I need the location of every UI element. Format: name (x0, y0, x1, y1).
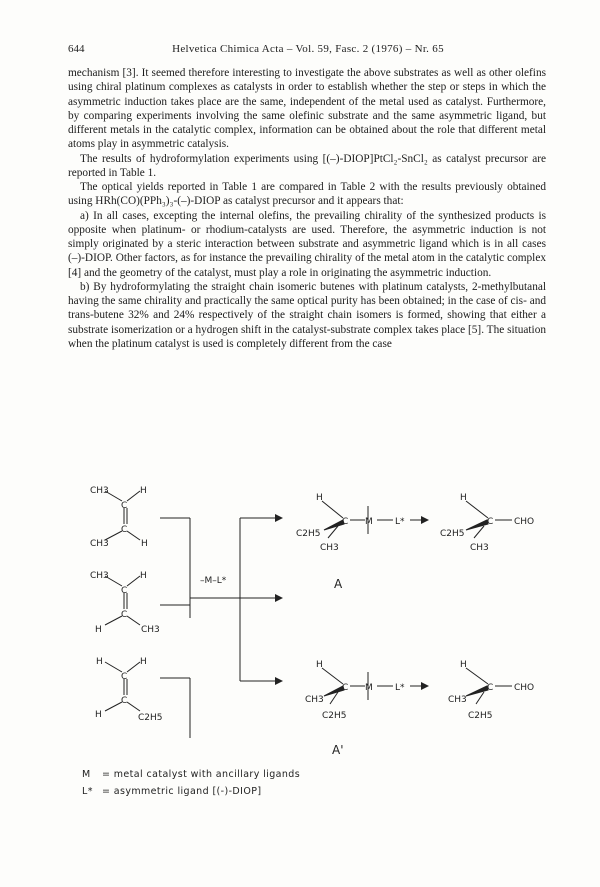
legend-text-m: = metal catalyst with ancillary ligands (102, 769, 301, 780)
trans-h-top: H (140, 571, 147, 581)
ap-m: M (365, 683, 373, 693)
pa-h: H (460, 493, 467, 503)
ap-ch3: CH3 (305, 695, 324, 705)
cis-c1: C (121, 501, 128, 511)
a-m: M (365, 517, 373, 527)
a-c2h5: C2H5 (296, 529, 321, 539)
paragraph-2: The results of hydroformylation experiments using [(–)-DIOP]PtCl₂-SnCl₂ as catalyst precursor are reported in Table 1. (68, 152, 546, 179)
paragraph-3: The optical yields reported in Table 1 are compared in Table 2 with the results previously obtained using HRh(CO)(PPh₃)₃-(–)-DIOP as catalyst precursor and it appears that: (68, 181, 546, 208)
ap-c2h5: C2H5 (322, 711, 347, 721)
ap-h: H (316, 660, 323, 670)
paragraph-5: b) By hydroformylating the straight chain isomeric butenes with platinum catalysts, 2-methylbutanal having the same chirality and practically the same optical purity has been obtained; in the case of cis- and trans-butene 32% and 24% respectively of the straight chain isomers is formed, showing that either a substrate isomerization or a hydrogen shift in the catalyst-substrate complex takes place [5]. The situation when the platinum catalyst is used is completely different from the case (68, 280, 546, 350)
label-a: A (334, 577, 343, 591)
running-header (68, 43, 548, 57)
a-c: C (342, 517, 349, 527)
cis-ch3-top: CH3 (90, 486, 109, 496)
label-a-prime: A' (332, 743, 344, 757)
legend-symbol-lstar: L* (82, 786, 93, 797)
scheme-legend (82, 766, 300, 800)
a-h: H (316, 493, 323, 503)
reagent-label: –M–L* (200, 576, 227, 586)
cis-h-bottom: H (141, 539, 148, 549)
butene-h-bottom: H (95, 710, 102, 720)
butene-h-top-left: H (96, 657, 103, 667)
legend-row-m (82, 766, 300, 783)
paragraph-4: a) In all cases, excepting the internal olefins, the prevailing chirality of the synthesized products is opposite when platinum- or rhodium-catalysts are used. Therefore, the asymmetric induction is not simply originated by a steric interaction between substrate and asymmetric ligand which is in all cases (–)-DIOP. Other factors, as for instance the prevailing chirality of the metal atom in the catalytic complex [4] and the geometry of the catalyst, must play a role in originating the asymmetric induction. (68, 209, 546, 279)
pa-ch3: CH3 (470, 543, 489, 553)
cis-ch3-bottom: CH3 (90, 539, 109, 549)
pap-c: C (487, 683, 494, 693)
trans-ch3-bottom: CH3 (141, 625, 160, 635)
pa-c2h5: C2H5 (440, 529, 465, 539)
connector-lines (160, 518, 282, 738)
pap-c2h5: C2H5 (468, 711, 493, 721)
complex-a-prime-structure (322, 668, 428, 704)
butene-c1: C (121, 672, 128, 682)
trans-c2: C (121, 610, 128, 620)
complex-a-structure (322, 501, 428, 538)
butene-h-top-right: H (140, 657, 147, 667)
body-text (68, 66, 546, 351)
reaction-scheme (0, 478, 600, 778)
ap-lstar: L* (395, 683, 405, 693)
cis-c2: C (121, 525, 128, 535)
legend-text-lstar: = asymmetric ligand [(-)-DIOP] (102, 786, 262, 797)
journal-title: Helvetica Chimica Acta – Vol. 59, Fasc. 2 (1976) – Nr. 65 (172, 43, 444, 55)
ap-c: C (342, 683, 349, 693)
cis-h-top: H (140, 486, 147, 496)
page-number: 644 (68, 43, 85, 55)
legend-symbol-m: M (82, 769, 91, 780)
a-ch3: CH3 (320, 543, 339, 553)
trans-c1: C (121, 586, 128, 596)
butene-c2: C (121, 696, 128, 706)
paragraph-1: mechanism [3]. It seemed therefore interesting to investigate the above substrates as well as other olefins using chiral platinum complexes as catalysts in order to establish whether the step or steps in which the asymmetric induction takes place are the same, independent of the metal used as catalyst. Furthermore, by comparing experiments involving the same olefinic substrate and the same asymmetric ligand, but different metals in the catalytic complex, information can be obtained about the role that different metal atoms play in asymmetric catalysis. (68, 67, 546, 151)
pa-c: C (487, 517, 494, 527)
a-lstar: L* (395, 517, 405, 527)
pap-ch3: CH3 (448, 695, 467, 705)
butene-c2h5: C2H5 (138, 713, 163, 723)
trans-ch3-top: CH3 (90, 571, 109, 581)
pap-h: H (460, 660, 467, 670)
pa-cho: CHO (514, 517, 535, 527)
pap-cho: CHO (514, 683, 535, 693)
trans-h-bottom: H (95, 625, 102, 635)
legend-row-lstar (82, 783, 300, 800)
